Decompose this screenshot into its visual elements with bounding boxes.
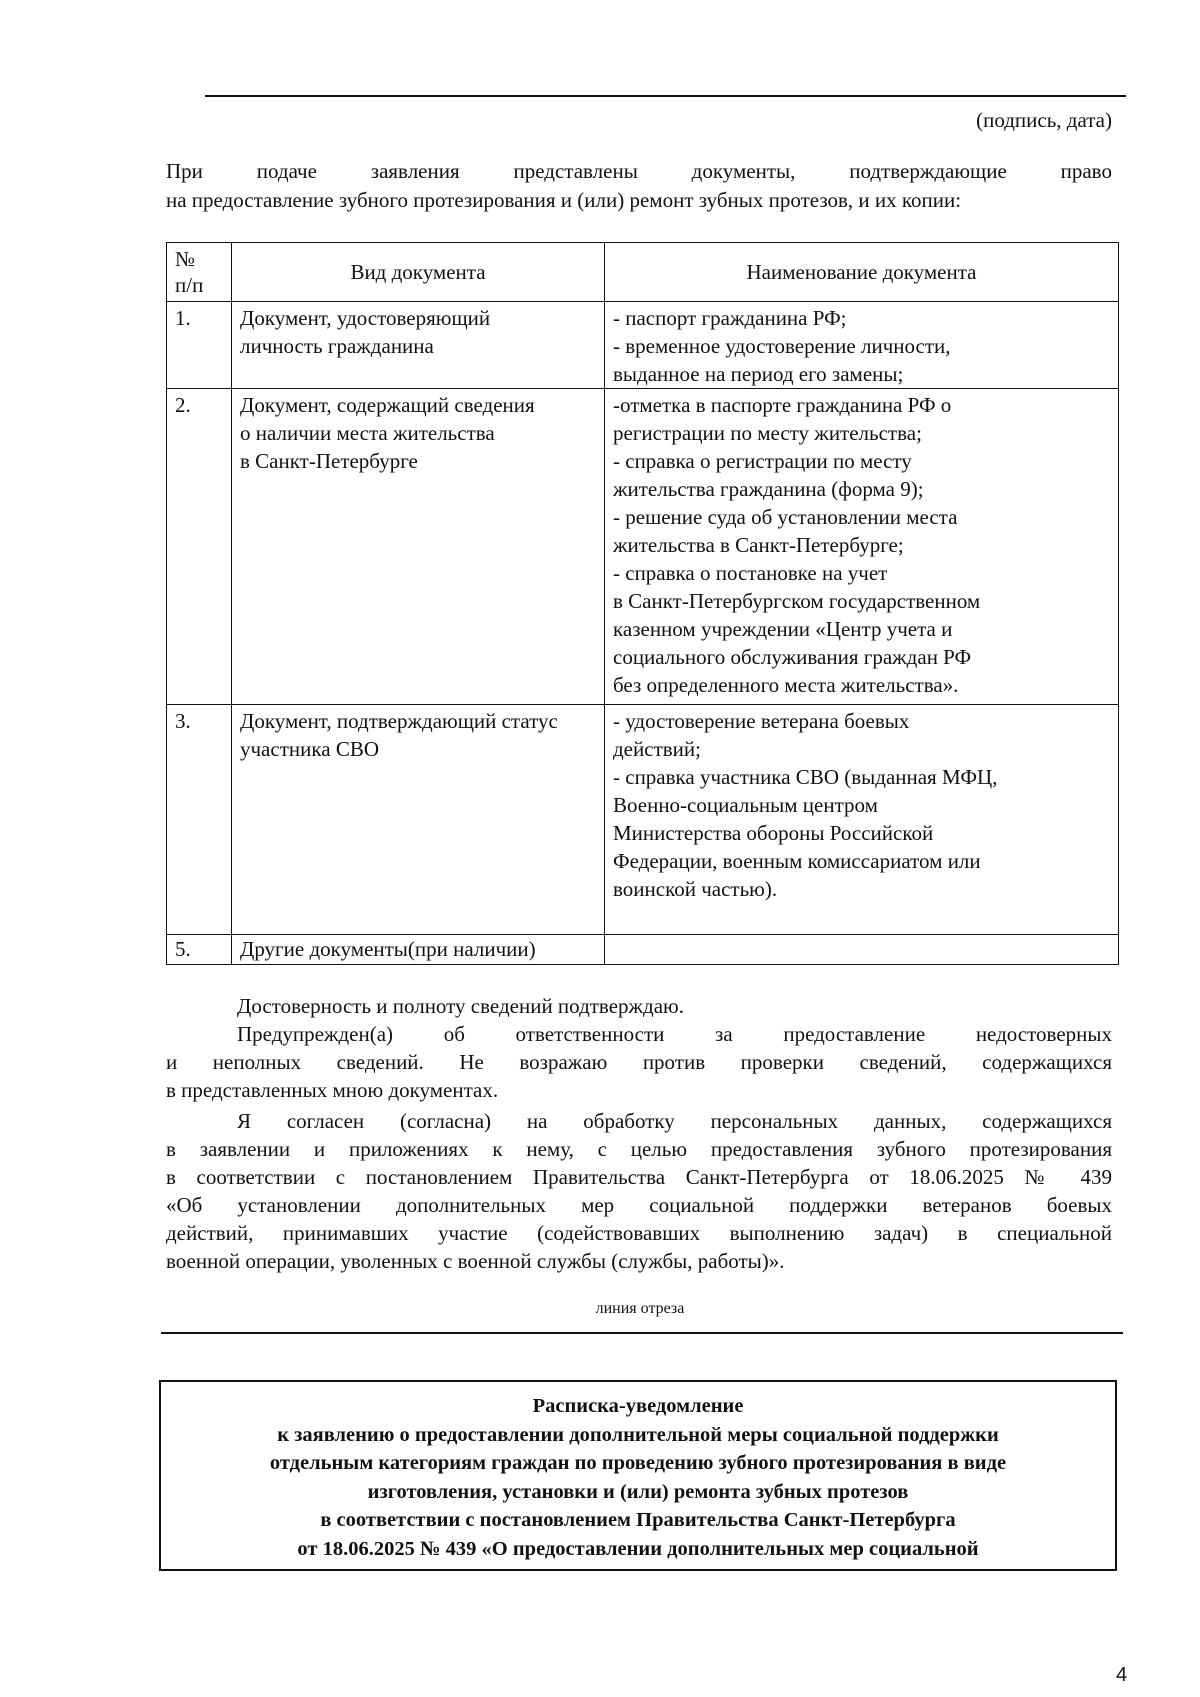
cell-line: -отметка в паспорте гражданина РФ о bbox=[613, 393, 952, 417]
paragraph-consent bbox=[166, 1107, 1112, 1275]
cell-line: в Санкт-Петербурге bbox=[240, 449, 418, 473]
table-row bbox=[167, 302, 1119, 389]
text-line: в соответствии с постановлением Правительства Санкт-Петербурга от 18.06.2025 № 439 bbox=[166, 1165, 1112, 1189]
cell-line: казенном учреждении «Центр учета и bbox=[613, 617, 953, 641]
text-line: и неполных сведений. Не возражаю против проверки сведений, содержащихся bbox=[166, 1050, 1112, 1074]
text-line: «Об установлении дополнительных мер социальной поддержки ветеранов боевых bbox=[166, 1193, 1112, 1217]
cell-line: в Санкт-Петербургском государственном bbox=[613, 589, 981, 613]
cell-line: без определенного места жительства». bbox=[613, 673, 959, 697]
word: подтверждающие bbox=[849, 159, 1007, 183]
receipt-line: отдельным категориям граждан по проведению зубного протезирования в виде bbox=[269, 1452, 1007, 1474]
intro-line-1 bbox=[166, 157, 1112, 185]
word: представлены bbox=[513, 159, 638, 183]
cell-line: участника СВО bbox=[240, 737, 379, 761]
cell-line: - удостоверение ветерана боевых bbox=[613, 709, 910, 733]
cell-line: Документ, подтверждающий статус bbox=[240, 709, 558, 733]
cell-line: Документ, удостоверяющий bbox=[240, 306, 491, 330]
cell-line: - паспорт гражданина РФ; bbox=[613, 306, 847, 330]
cell-line: о наличии места жительства bbox=[240, 421, 495, 445]
intro-line-2: на предоставление зубного протезирования и (или) ремонт зубных протезов, и их копии: bbox=[166, 188, 962, 212]
header-type: Вид документа bbox=[232, 243, 605, 302]
cell-line: - справка о регистрации по месту bbox=[613, 449, 912, 473]
text-line: Предупрежден(а) об ответственности за предоставление недостоверных bbox=[237, 1022, 1112, 1046]
text-line: действий, принимавших участие (содействовавших выполнению задач) в специальной bbox=[166, 1221, 1112, 1245]
word: документы, bbox=[691, 159, 796, 183]
cell-line: - справка о постановке на учет bbox=[613, 561, 888, 585]
cell-line: жительства гражданина (форма 9); bbox=[613, 477, 924, 501]
cell-line: - решение суда об установлении места bbox=[613, 505, 958, 529]
empty-cell bbox=[605, 935, 1119, 965]
text-line: в заявлении и приложениях к нему, с целью предоставления зубного протезирования bbox=[166, 1137, 1112, 1161]
receipt-line: от 18.06.2025 № 439 «О предоставлении дополнительных мер социальной bbox=[297, 1537, 979, 1560]
cell-line: социального обслуживания граждан РФ bbox=[613, 645, 972, 669]
receipt-line: изготовления, установки и (или) ремонта зубных протезов bbox=[367, 1480, 909, 1503]
cell-line: действий; bbox=[613, 737, 701, 761]
header-num-sub: п/п bbox=[175, 273, 204, 297]
table-row bbox=[167, 935, 1119, 965]
word: При bbox=[166, 159, 203, 183]
header-name: Наименование документа bbox=[605, 243, 1119, 302]
row-num: 2. bbox=[167, 389, 232, 705]
receipt-line: к заявлению о предоставлении дополнительной меры социальной поддержки bbox=[277, 1423, 999, 1446]
table-row bbox=[167, 389, 1119, 705]
receipt-notice-box bbox=[159, 1380, 1117, 1571]
cell-line: выданное на период его замены; bbox=[613, 362, 904, 386]
cell-line: Министерства обороны Российской bbox=[613, 821, 934, 845]
text-line: военной операции, уволенных с военной службы (службы, работы)». bbox=[166, 1249, 785, 1273]
cell-line: личность гражданина bbox=[240, 334, 434, 358]
page-number: 4 bbox=[1116, 1664, 1128, 1686]
text-line: в представленных мною документах. bbox=[166, 1078, 499, 1102]
receipt-title: Расписка-уведомление bbox=[532, 1395, 744, 1417]
signature-caption: (подпись, дата) bbox=[976, 108, 1112, 132]
paragraph-confirm: Достоверность и полноту сведений подтверждаю. bbox=[237, 994, 684, 1018]
cut-line-label: линия отреза bbox=[595, 1300, 685, 1317]
signature-line bbox=[205, 95, 1126, 97]
cell-line: Документ, содержащий сведения bbox=[240, 393, 535, 417]
row-num: 1. bbox=[167, 302, 232, 389]
text-line: Я согласен (согласна) на обработку персональных данных, содержащихся bbox=[237, 1109, 1112, 1133]
row-num: 5. bbox=[167, 935, 232, 965]
cell-line: Военно-социальным центром bbox=[613, 793, 878, 817]
row-num: 3. bbox=[167, 705, 232, 935]
table-row bbox=[167, 705, 1119, 935]
word: заявления bbox=[370, 159, 460, 183]
cut-line bbox=[161, 1332, 1123, 1334]
cell-line: - временное удостоверение личности, bbox=[613, 334, 951, 358]
table-header bbox=[167, 243, 1119, 302]
receipt-line: в соответствии с постановлением Правительства Санкт-Петербурга bbox=[320, 1509, 956, 1531]
word: подаче bbox=[256, 159, 317, 183]
cell-line: Федерации, военным комиссариатом или bbox=[613, 849, 981, 873]
header-num: № bbox=[175, 247, 196, 271]
cell-line: регистрации по месту жительства; bbox=[613, 421, 922, 445]
word: право bbox=[1060, 159, 1112, 183]
cell-line: жительства в Санкт-Петербурге; bbox=[613, 533, 904, 557]
cell-line: - справка участника СВО (выданная МФЦ, bbox=[613, 765, 998, 789]
paragraph-warning bbox=[166, 1020, 1112, 1104]
cell-line: Другие документы(при наличии) bbox=[240, 937, 536, 961]
documents-table bbox=[166, 242, 1119, 965]
cell-line: воинской частью). bbox=[613, 877, 778, 901]
